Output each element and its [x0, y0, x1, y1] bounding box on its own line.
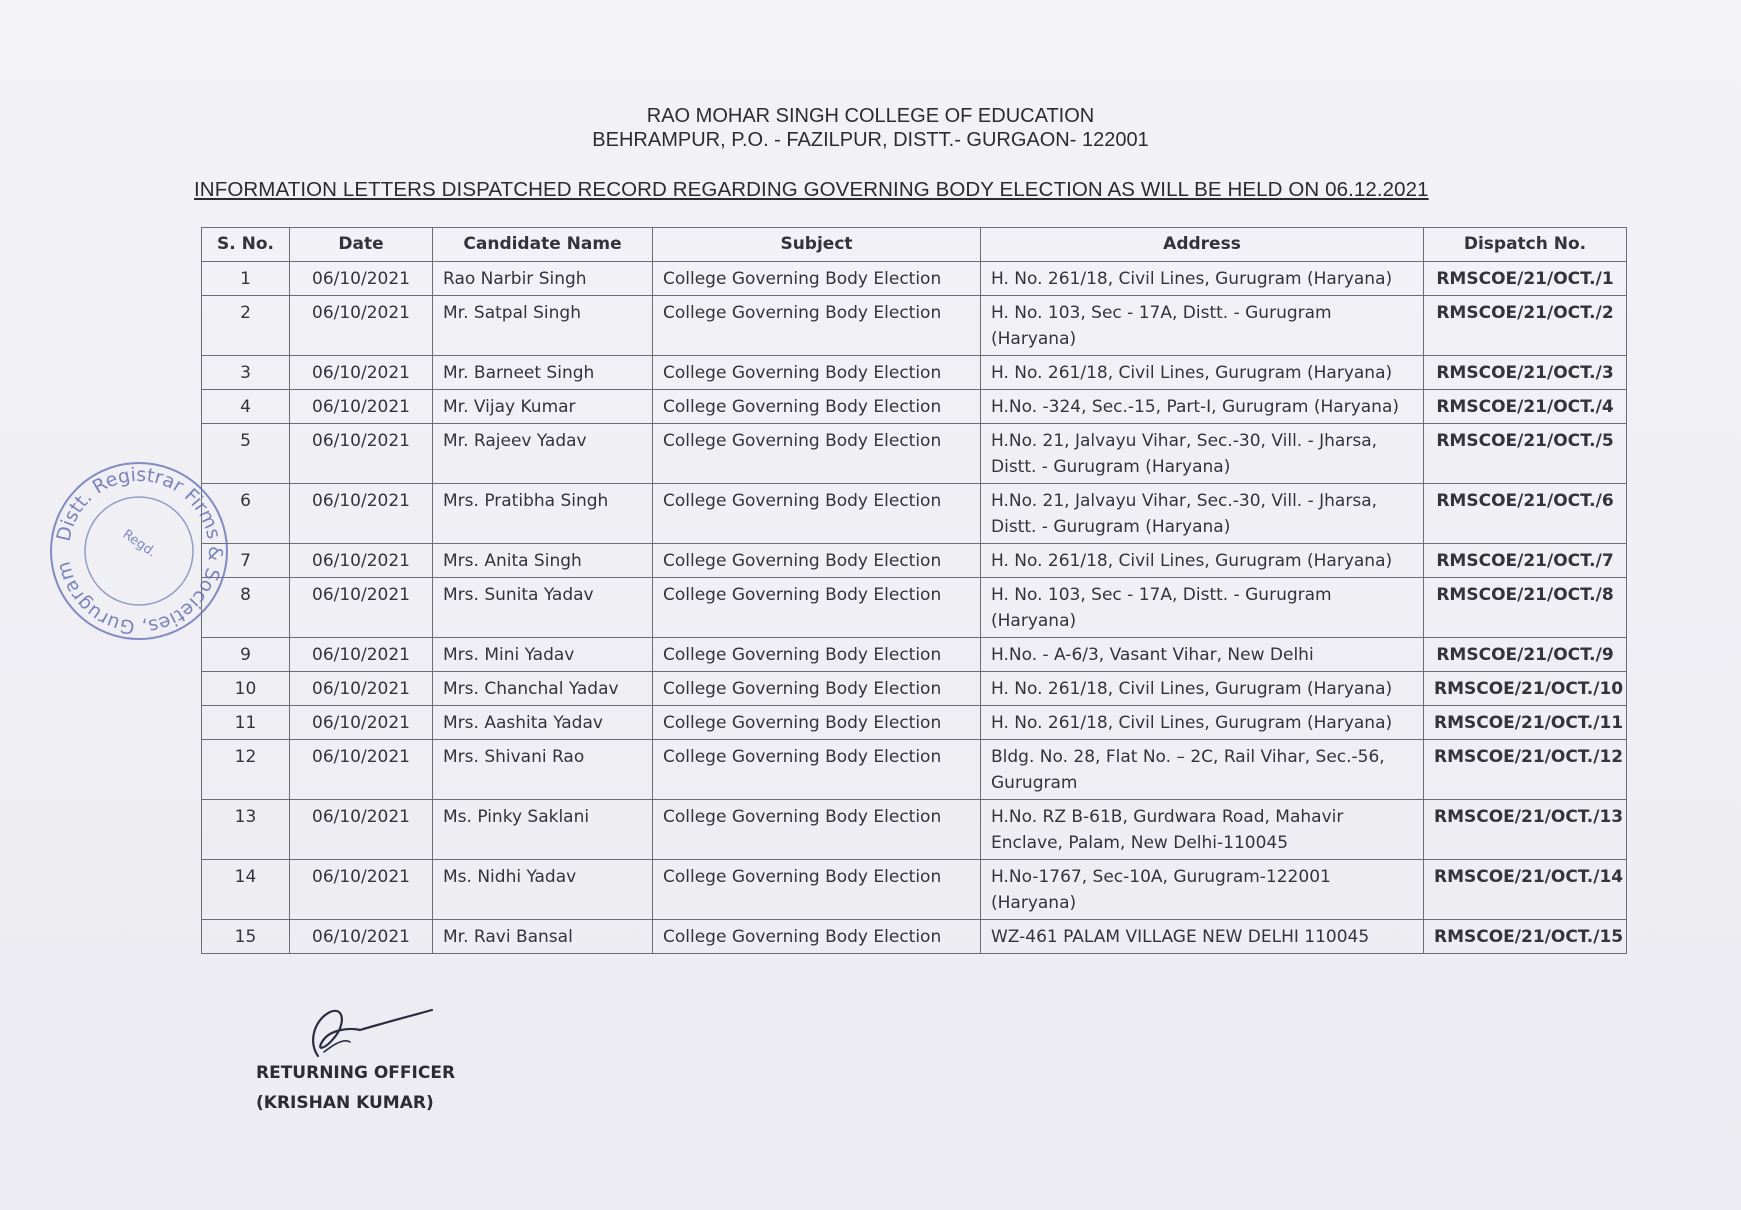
- cell-dispatch-no: RMSCOE/21/OCT./9: [1424, 638, 1627, 672]
- signatory-title: RETURNING OFFICER: [256, 1063, 456, 1083]
- cell-candidate-name: Mrs. Anita Singh: [433, 544, 653, 578]
- cell-subject: College Governing Body Election: [653, 296, 981, 356]
- cell-address: [981, 390, 1424, 424]
- table-row: [202, 390, 1627, 424]
- cell-date: 06/10/2021: [290, 296, 433, 356]
- cell-dispatch-no: RMSCOE/21/OCT./5: [1424, 424, 1627, 484]
- cell-address: [981, 860, 1424, 920]
- cell-date: 06/10/2021: [290, 424, 433, 484]
- column-header-sno: S. No.: [202, 228, 290, 262]
- cell-subject: College Governing Body Election: [653, 544, 981, 578]
- signatory-name: (KRISHAN KUMAR): [256, 1093, 434, 1113]
- table-row: [202, 800, 1627, 860]
- address-line: H. No. 261/18, Civil Lines, Gurugram (Haryana): [991, 269, 1393, 289]
- cell-dispatch-no: RMSCOE/21/OCT./15: [1424, 920, 1627, 954]
- cell-date: 06/10/2021: [290, 740, 433, 800]
- cell-candidate-name: Mr. Ravi Bansal: [433, 920, 653, 954]
- cell-dispatch-no: RMSCOE/21/OCT./2: [1424, 296, 1627, 356]
- cell-address: [981, 296, 1424, 356]
- cell-subject: College Governing Body Election: [653, 800, 981, 860]
- cell-sno: 10: [202, 672, 290, 706]
- address-line: Distt. - Gurugram (Haryana): [991, 517, 1231, 537]
- cell-date: 06/10/2021: [290, 356, 433, 390]
- cell-subject: College Governing Body Election: [653, 638, 981, 672]
- cell-date: 06/10/2021: [290, 672, 433, 706]
- cell-dispatch-no: RMSCOE/21/OCT./10: [1424, 672, 1627, 706]
- table-row: [202, 424, 1627, 484]
- cell-address: [981, 800, 1424, 860]
- cell-date: 06/10/2021: [290, 800, 433, 860]
- cell-address: [981, 706, 1424, 740]
- cell-dispatch-no: RMSCOE/21/OCT./6: [1424, 484, 1627, 544]
- table-row: [202, 484, 1627, 544]
- table-row: [202, 578, 1627, 638]
- table-row: [202, 740, 1627, 800]
- cell-candidate-name: Ms. Pinky Saklani: [433, 800, 653, 860]
- cell-date: 06/10/2021: [290, 638, 433, 672]
- cell-date: 06/10/2021: [290, 544, 433, 578]
- cell-address: [981, 740, 1424, 800]
- cell-sno: 8: [202, 578, 290, 638]
- cell-dispatch-no: RMSCOE/21/OCT./1: [1424, 262, 1627, 296]
- cell-candidate-name: Mr. Barneet Singh: [433, 356, 653, 390]
- cell-dispatch-no: RMSCOE/21/OCT./12: [1424, 740, 1627, 800]
- record-caption: INFORMATION LETTERS DISPATCHED RECORD REGARDING GOVERNING BODY ELECTION AS WILL BE HELD ON 06.12.2021: [194, 178, 1429, 201]
- cell-sno: 15: [202, 920, 290, 954]
- cell-address: [981, 356, 1424, 390]
- table-row: [202, 296, 1627, 356]
- cell-sno: 14: [202, 860, 290, 920]
- cell-subject: College Governing Body Election: [653, 672, 981, 706]
- table-row: [202, 860, 1627, 920]
- cell-date: 06/10/2021: [290, 920, 433, 954]
- cell-subject: College Governing Body Election: [653, 390, 981, 424]
- cell-address: [981, 672, 1424, 706]
- cell-date: 06/10/2021: [290, 706, 433, 740]
- cell-candidate-name: Mrs. Shivani Rao: [433, 740, 653, 800]
- dispatch-record-table: [201, 227, 1627, 954]
- address-line: H. No. 103, Sec - 17A, Distt. - Gurugram: [991, 585, 1332, 605]
- cell-dispatch-no: RMSCOE/21/OCT./7: [1424, 544, 1627, 578]
- table-header-row: [202, 228, 1627, 262]
- table-row: [202, 672, 1627, 706]
- cell-subject: College Governing Body Election: [653, 740, 981, 800]
- cell-dispatch-no: RMSCOE/21/OCT./4: [1424, 390, 1627, 424]
- college-name: RAO MOHAR SINGH COLLEGE OF EDUCATION: [646, 105, 1095, 127]
- cell-candidate-name: Mrs. Aashita Yadav: [433, 706, 653, 740]
- cell-sno: 12: [202, 740, 290, 800]
- cell-date: 06/10/2021: [290, 262, 433, 296]
- address-line: WZ-461 PALAM VILLAGE NEW DELHI 110045: [991, 927, 1370, 947]
- address-line: H.No. - A-6/3, Vasant Vihar, New Delhi: [991, 645, 1314, 665]
- cell-address: [981, 920, 1424, 954]
- cell-dispatch-no: RMSCOE/21/OCT./13: [1424, 800, 1627, 860]
- column-header-subject: Subject: [653, 228, 981, 262]
- table-row: [202, 544, 1627, 578]
- cell-subject: College Governing Body Election: [653, 484, 981, 544]
- registrar-stamp: [44, 456, 234, 646]
- college-address: BEHRAMPUR, P.O. - FAZILPUR, DISTT.- GURGAON- 122001: [592, 129, 1149, 151]
- cell-address: [981, 424, 1424, 484]
- address-line: H. No. 261/18, Civil Lines, Gurugram (Haryana): [991, 679, 1393, 699]
- cell-candidate-name: Ms. Nidhi Yadav: [433, 860, 653, 920]
- column-header-date: Date: [290, 228, 433, 262]
- signatory-block: [256, 1058, 455, 1118]
- address-line: H.No-1767, Sec-10A, Gurugram-122001: [991, 867, 1331, 887]
- cell-sno: 6: [202, 484, 290, 544]
- address-line: H. No. 261/18, Civil Lines, Gurugram (Haryana): [991, 363, 1393, 383]
- cell-subject: College Governing Body Election: [653, 356, 981, 390]
- cell-address: [981, 262, 1424, 296]
- cell-sno: 3: [202, 356, 290, 390]
- address-line: H. No. 103, Sec - 17A, Distt. - Gurugram: [991, 303, 1332, 323]
- cell-candidate-name: Mr. Vijay Kumar: [433, 390, 653, 424]
- cell-address: [981, 544, 1424, 578]
- column-header-dispatch-no: Dispatch No.: [1424, 228, 1627, 262]
- cell-sno: 7: [202, 544, 290, 578]
- cell-sno: 4: [202, 390, 290, 424]
- cell-address: [981, 638, 1424, 672]
- stamp-inner-text: Regd.: [119, 526, 159, 561]
- address-line: H. No. 261/18, Civil Lines, Gurugram (Haryana): [991, 551, 1393, 571]
- address-line: (Haryana): [991, 893, 1077, 913]
- cell-sno: 5: [202, 424, 290, 484]
- cell-candidate-name: Mrs. Sunita Yadav: [433, 578, 653, 638]
- cell-date: 06/10/2021: [290, 484, 433, 544]
- cell-candidate-name: Mr. Rajeev Yadav: [433, 424, 653, 484]
- table-row: [202, 638, 1627, 672]
- address-line: (Haryana): [991, 329, 1077, 349]
- column-header-candidate-name: Candidate Name: [433, 228, 653, 262]
- cell-address: [981, 484, 1424, 544]
- table-row: [202, 262, 1627, 296]
- address-line: H. No. 261/18, Civil Lines, Gurugram (Haryana): [991, 713, 1393, 733]
- document-header: [0, 104, 1741, 152]
- cell-sno: 2: [202, 296, 290, 356]
- address-line: H.No. 21, Jalvayu Vihar, Sec.-30, Vill. - Jharsa,: [991, 491, 1378, 511]
- cell-candidate-name: Mr. Satpal Singh: [433, 296, 653, 356]
- cell-date: 06/10/2021: [290, 390, 433, 424]
- cell-sno: 1: [202, 262, 290, 296]
- cell-date: 06/10/2021: [290, 578, 433, 638]
- cell-subject: College Governing Body Election: [653, 262, 981, 296]
- address-line: H.No. -324, Sec.-15, Part-I, Gurugram (Haryana): [991, 397, 1399, 417]
- cell-dispatch-no: RMSCOE/21/OCT./11: [1424, 706, 1627, 740]
- cell-subject: College Governing Body Election: [653, 578, 981, 638]
- column-header-address: Address: [981, 228, 1424, 262]
- table-row: [202, 356, 1627, 390]
- cell-candidate-name: Rao Narbir Singh: [433, 262, 653, 296]
- table-row: [202, 706, 1627, 740]
- cell-address: [981, 578, 1424, 638]
- stamp-ring-text: Distt. Registrar Firms & Societies, Gurugram: [52, 463, 227, 639]
- address-line: H.No. 21, Jalvayu Vihar, Sec.-30, Vill. - Jharsa,: [991, 431, 1378, 451]
- address-line: H.No. RZ B-61B, Gurdwara Road, Mahavir: [991, 807, 1344, 827]
- cell-sno: 9: [202, 638, 290, 672]
- cell-subject: College Governing Body Election: [653, 424, 981, 484]
- cell-subject: College Governing Body Election: [653, 706, 981, 740]
- address-line: Distt. - Gurugram (Haryana): [991, 457, 1231, 477]
- cell-candidate-name: Mrs. Mini Yadav: [433, 638, 653, 672]
- cell-dispatch-no: RMSCOE/21/OCT./3: [1424, 356, 1627, 390]
- cell-dispatch-no: RMSCOE/21/OCT./8: [1424, 578, 1627, 638]
- cell-subject: College Governing Body Election: [653, 860, 981, 920]
- address-line: (Haryana): [991, 611, 1077, 631]
- cell-candidate-name: Mrs. Chanchal Yadav: [433, 672, 653, 706]
- cell-sno: 11: [202, 706, 290, 740]
- cell-sno: 13: [202, 800, 290, 860]
- cell-dispatch-no: RMSCOE/21/OCT./14: [1424, 860, 1627, 920]
- cell-candidate-name: Mrs. Pratibha Singh: [433, 484, 653, 544]
- table-body: [202, 262, 1627, 954]
- address-line: Bldg. No. 28, Flat No. – 2C, Rail Vihar, Sec.-56,: [991, 747, 1385, 767]
- cell-date: 06/10/2021: [290, 860, 433, 920]
- address-line: Enclave, Palam, New Delhi-110045: [991, 833, 1289, 853]
- table-row: [202, 920, 1627, 954]
- cell-subject: College Governing Body Election: [653, 920, 981, 954]
- address-line: Gurugram: [991, 773, 1078, 793]
